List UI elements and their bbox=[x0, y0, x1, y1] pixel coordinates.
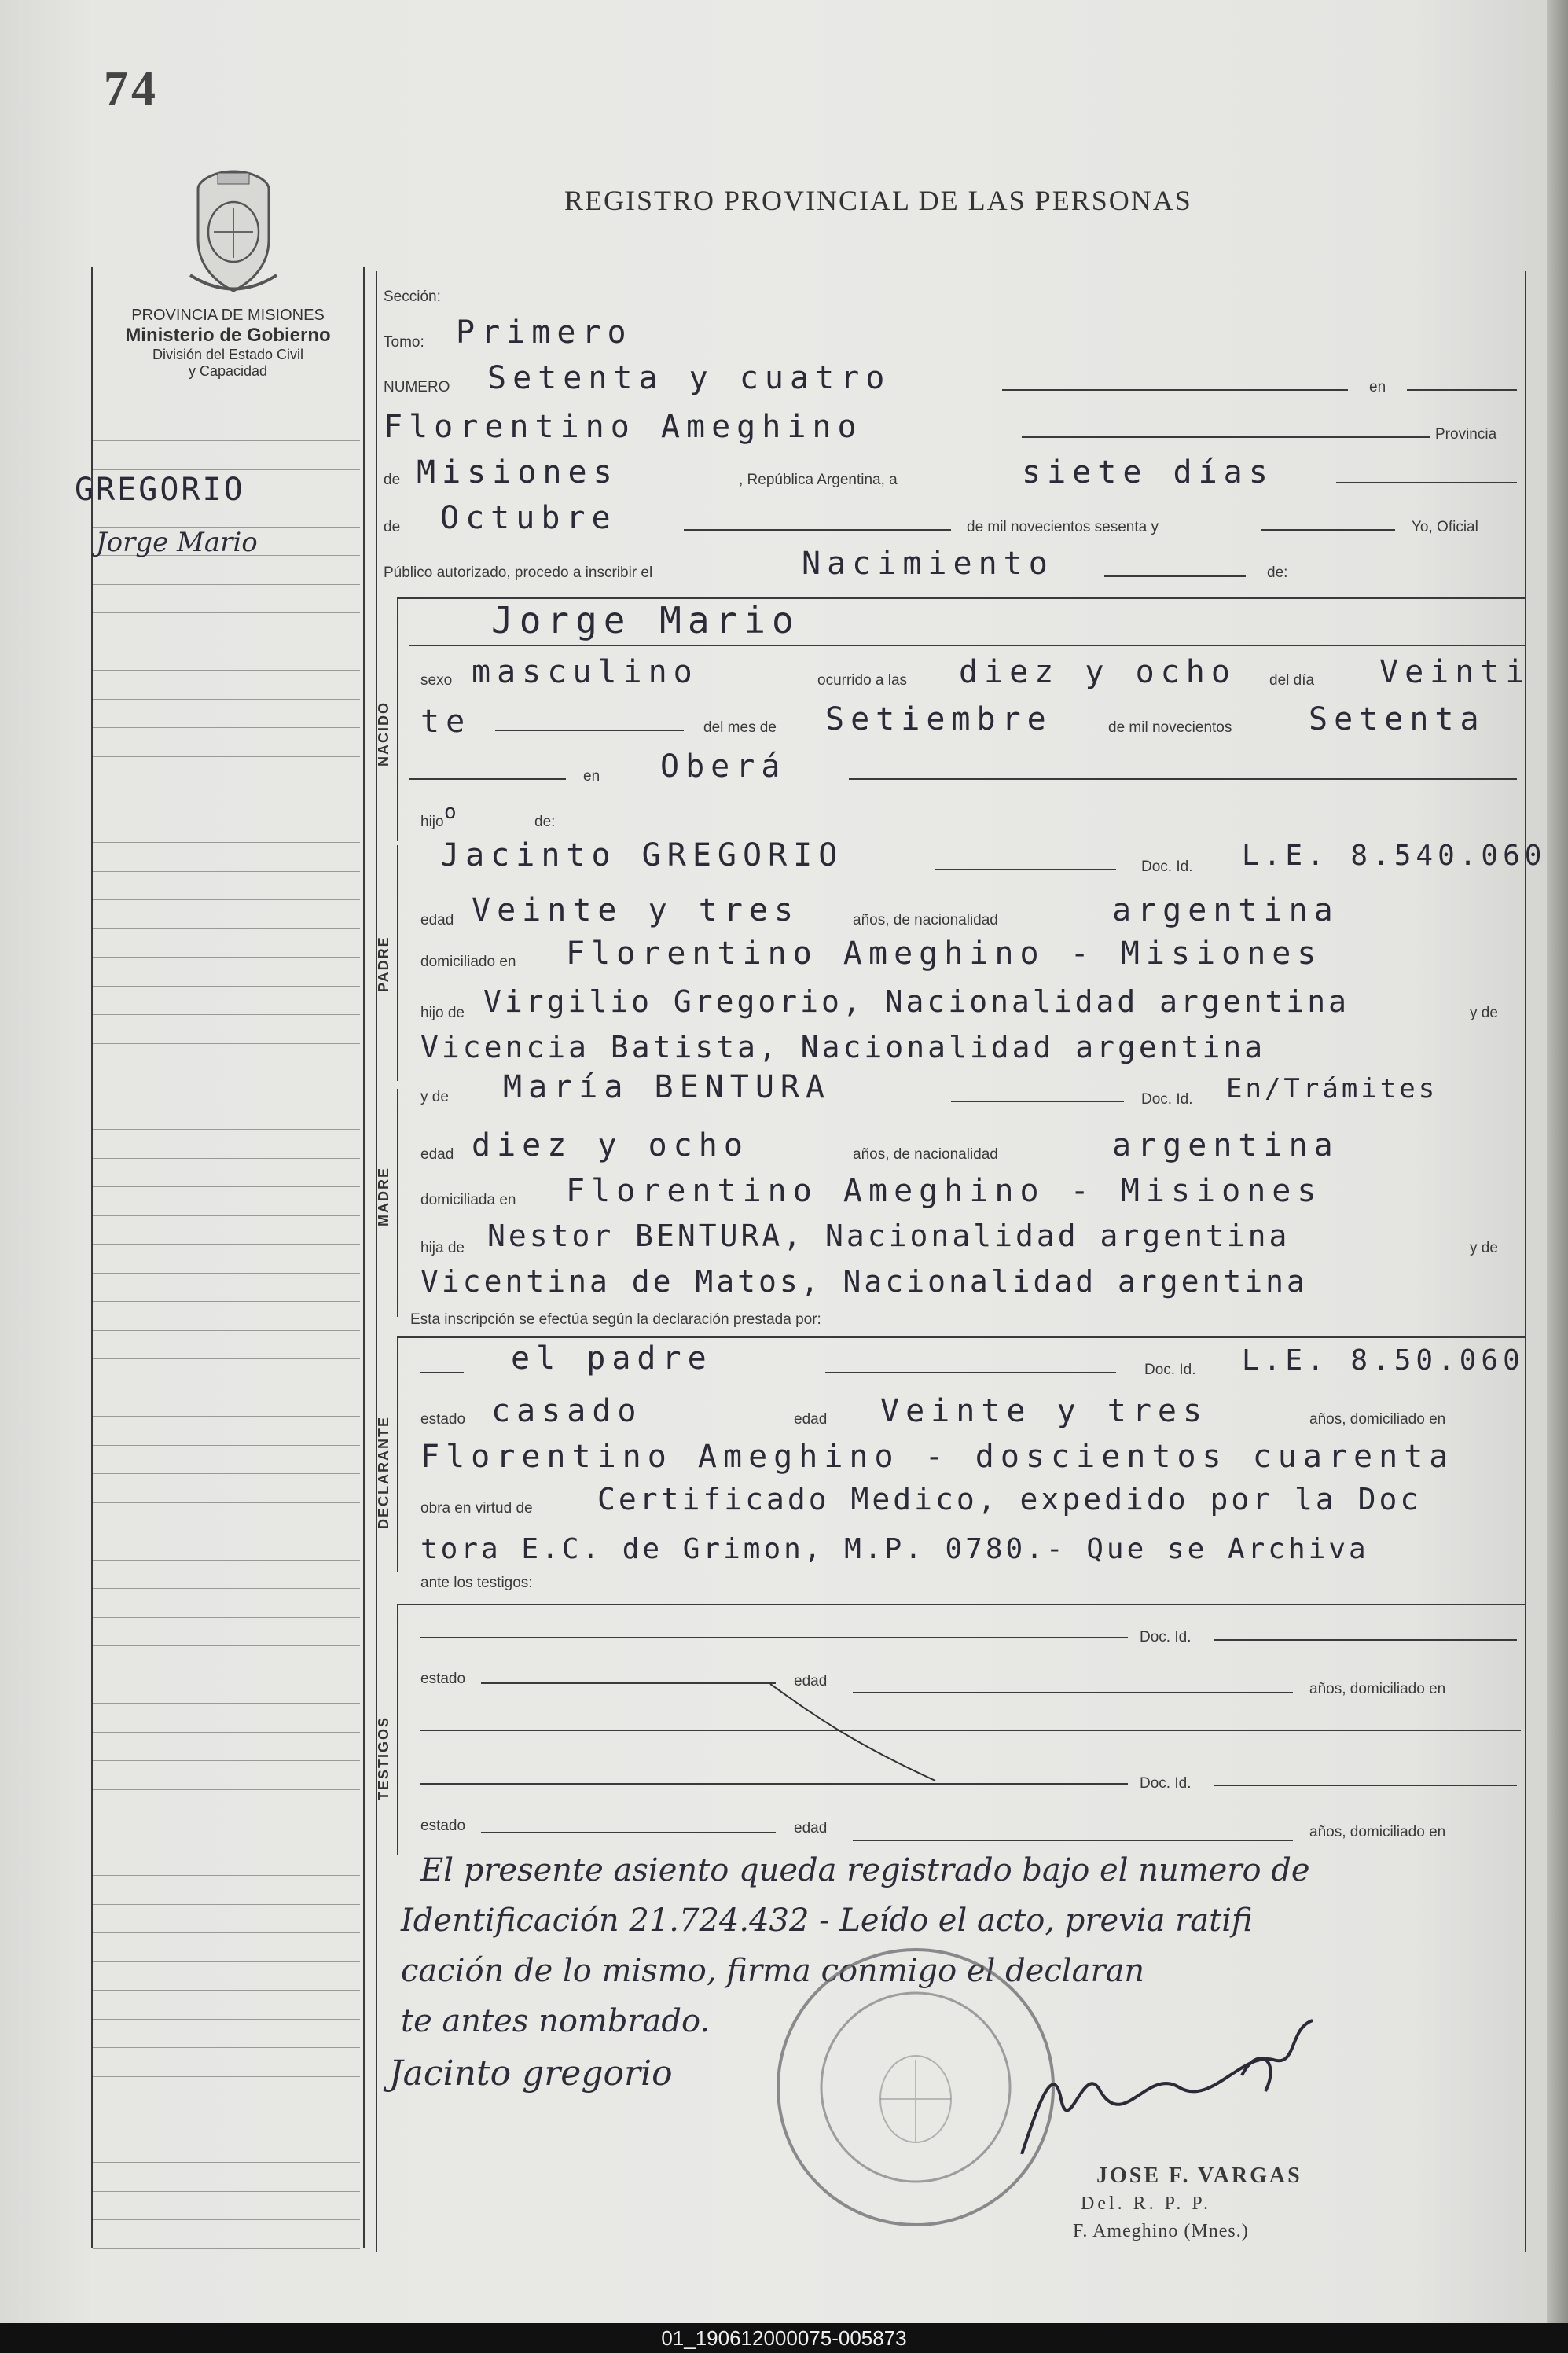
margin-rule bbox=[93, 1760, 360, 1761]
note-line-4: te antes nombrado. bbox=[401, 2003, 711, 2039]
footer-id: 01_190612000075-005873 bbox=[0, 2323, 1568, 2353]
label-de-colon: de: bbox=[1267, 564, 1288, 581]
header-title: REGISTRO PROVINCIAL DE LAS PERSONAS bbox=[564, 185, 1192, 216]
label-padre-domiciliado: domiciliado en bbox=[420, 954, 516, 970]
label-padre-doc: Doc. Id. bbox=[1141, 858, 1193, 875]
margin-rule bbox=[93, 612, 360, 613]
margin-rule bbox=[93, 957, 360, 958]
value-padre-dom: Florentino Ameghino - Misiones bbox=[566, 936, 1323, 972]
agency-block bbox=[94, 307, 362, 380]
label-testigo1-doc: Doc. Id. bbox=[1140, 1629, 1192, 1645]
label-testigo1-edad: edad bbox=[794, 1673, 828, 1689]
label-testigo2-edad: edad bbox=[794, 1820, 828, 1836]
value-tomo: Primero bbox=[456, 314, 633, 351]
value-madre-nac: argentina bbox=[1112, 1127, 1339, 1164]
margin-rule bbox=[93, 2191, 360, 2192]
value-provincia: Misiones bbox=[417, 454, 619, 491]
label-seccion: Sección: bbox=[384, 289, 441, 305]
margin-rule bbox=[93, 1473, 360, 1474]
margin-rule bbox=[93, 2162, 360, 2163]
value-padre-doc: L.E. 8.540.060 bbox=[1242, 840, 1547, 872]
label-madre-edad: edad bbox=[420, 1146, 454, 1163]
margin-rule bbox=[93, 584, 360, 585]
label-mil-sesenta: de mil novecientos sesenta y bbox=[967, 519, 1159, 535]
label-padre-y-de: y de bbox=[1470, 1005, 1498, 1021]
margin-rule bbox=[93, 1645, 360, 1646]
value-padre-edad: Veinte y tres bbox=[472, 892, 800, 928]
value-decl-dom: Florentino Ameghino - doscientos cuarenta bbox=[420, 1439, 1455, 1475]
value-padre-nombre: Jacinto GREGORIO bbox=[440, 837, 844, 873]
label-sexo: sexo bbox=[420, 672, 453, 689]
margin-left-border bbox=[91, 267, 93, 2248]
value-mes: Octubre bbox=[440, 500, 617, 536]
label-de2: de bbox=[384, 519, 401, 535]
official-name: JOSE F. VARGAS bbox=[1096, 2164, 1302, 2188]
value-numero: Setenta y cuatro bbox=[487, 360, 891, 396]
label-obra: obra en virtud de bbox=[420, 1500, 533, 1517]
value-nombre: Jorge Mario bbox=[491, 599, 800, 642]
value-obra-2: tora E.C. de Grimon, M.P. 0780.- Que se Archiva bbox=[420, 1533, 1369, 1565]
margin-rule bbox=[93, 1416, 360, 1417]
margin-rule bbox=[93, 842, 360, 843]
margin-rule bbox=[93, 1875, 360, 1876]
value-madre-edad: diez y ocho bbox=[472, 1127, 749, 1164]
margin-rule bbox=[93, 699, 360, 700]
section-testigos: TESTIGOS bbox=[376, 1715, 391, 1800]
margin-rule bbox=[93, 1358, 360, 1359]
label-decl-anos-domiciliado: años, domiciliado en bbox=[1309, 1411, 1446, 1428]
value-dia-a: Veinti bbox=[1379, 654, 1531, 690]
label-republica: , República Argentina, a bbox=[739, 472, 898, 488]
value-lugar: Florentino Ameghino bbox=[384, 409, 863, 445]
coat-of-arms-icon bbox=[174, 165, 292, 303]
label-del-mes: del mes de bbox=[703, 719, 777, 736]
agency-line3: División del Estado Civil bbox=[152, 347, 304, 362]
label-yo-oficial: Yo, Oficial bbox=[1412, 519, 1478, 535]
margin-rule bbox=[93, 670, 360, 671]
label-en: en bbox=[1369, 379, 1386, 395]
value-decl-estado: casado bbox=[491, 1393, 643, 1429]
label-decl-estado: estado bbox=[420, 1411, 466, 1428]
label-decl-doc: Doc. Id. bbox=[1144, 1362, 1196, 1378]
label-madre-y-de2: y de bbox=[1470, 1240, 1498, 1256]
official-title: Del. R. P. P. bbox=[1081, 2193, 1212, 2214]
label-padre-hijo-de: hijo de bbox=[420, 1005, 465, 1021]
value-decl-doc: L.E. 8.50.060 bbox=[1242, 1344, 1525, 1377]
declarant-signature: Jacinto gregorio bbox=[389, 2053, 673, 2094]
section-nacido: NACIDO bbox=[376, 701, 391, 767]
body-right-border bbox=[1525, 271, 1526, 2252]
label-provincia: Provincia bbox=[1435, 426, 1497, 443]
margin-rule bbox=[93, 1215, 360, 1216]
label-testigo2-estado: estado bbox=[420, 1818, 466, 1834]
label-testigo2-doc: Doc. Id. bbox=[1140, 1775, 1192, 1792]
label-ante-testigos: ante los testigos: bbox=[420, 1575, 533, 1591]
value-madre-dom: Florentino Ameghino - Misiones bbox=[566, 1173, 1323, 1209]
margin-rule bbox=[93, 1301, 360, 1302]
margin-rule bbox=[93, 1703, 360, 1704]
agency-line1: PROVINCIA DE MISIONES bbox=[131, 307, 325, 324]
margin-rule bbox=[93, 727, 360, 728]
note-line-1: El presente asiento queda registrado bajo el numero de bbox=[420, 1852, 1310, 1888]
margin-rule bbox=[93, 1158, 360, 1159]
margin-rule bbox=[93, 2019, 360, 2020]
margin-rule bbox=[93, 440, 360, 441]
value-obra-1: Certificado Medico, expedido por la Doc bbox=[597, 1482, 1422, 1517]
margin-rule bbox=[93, 1990, 360, 1991]
label-en-lugar: en bbox=[583, 768, 600, 785]
margin-rule bbox=[93, 1932, 360, 1933]
margin-rule bbox=[93, 928, 360, 929]
label-madre-y-de: y de bbox=[420, 1089, 449, 1105]
value-sexo: masculino bbox=[472, 654, 699, 690]
margin-right-border bbox=[363, 267, 365, 2248]
margin-rule bbox=[93, 871, 360, 872]
label-padre-nacionalidad: años, de nacionalidad bbox=[853, 912, 998, 928]
label-hijo: hijo bbox=[420, 814, 444, 830]
margin-rule bbox=[93, 1502, 360, 1503]
margin-rule bbox=[93, 986, 360, 987]
label-esta-inscripcion: Esta inscripción se efectúa según la declaración prestada por: bbox=[410, 1311, 821, 1328]
note-line-2: Identificación 21.724.432 - Leído el acto, previa ratifi bbox=[401, 1903, 1253, 1939]
label-de-colon2: de: bbox=[534, 814, 556, 830]
label-madre-hija-de: hija de bbox=[420, 1240, 465, 1256]
label-padre-edad: edad bbox=[420, 912, 454, 928]
margin-rule bbox=[93, 1043, 360, 1044]
margin-rule bbox=[93, 1330, 360, 1331]
section-declarante: DECLARANTE bbox=[376, 1416, 391, 1529]
label-testigo1-domiciliado: años, domiciliado en bbox=[1309, 1681, 1446, 1697]
value-mes-nac: Setiembre bbox=[825, 701, 1052, 737]
value-padre-madre: Vicencia Batista, Nacionalidad argentina bbox=[420, 1030, 1266, 1064]
label-ocurrido: ocurrido a las bbox=[817, 672, 908, 689]
value-dia-b: te bbox=[420, 704, 472, 740]
label-madre-nacionalidad: años, de nacionalidad bbox=[853, 1146, 998, 1163]
margin-rule bbox=[93, 1904, 360, 1905]
margin-rule bbox=[93, 1014, 360, 1015]
agency-line2: Ministerio de Gobierno bbox=[125, 325, 331, 346]
value-anio: Setenta bbox=[1309, 701, 1485, 737]
margin-rule bbox=[93, 2047, 360, 2048]
label-decl-edad: edad bbox=[794, 1411, 828, 1428]
label-testigo2-domiciliado: años, domiciliado en bbox=[1309, 1824, 1446, 1840]
value-madre-hija-de: Nestor BENTURA, Nacionalidad argentina bbox=[487, 1219, 1291, 1253]
value-madre-doc: En/Trámites bbox=[1226, 1073, 1438, 1105]
margin-rule bbox=[93, 469, 360, 470]
value-madre-nombre: María BENTURA bbox=[503, 1069, 832, 1105]
margin-given-name: Jorge Mario bbox=[96, 527, 258, 558]
margin-rule bbox=[93, 1560, 360, 1561]
value-hijo-o: o bbox=[444, 800, 463, 824]
margin-rule bbox=[93, 1961, 360, 1962]
value-madre-madre: Vicentina de Matos, Nacionalidad argentina bbox=[420, 1264, 1308, 1299]
label-publico: Público autorizado, procedo a inscribir el bbox=[384, 564, 653, 581]
margin-rule bbox=[93, 1186, 360, 1187]
value-padre-hijo-de: Virgilio Gregorio, Nacionalidad argentina bbox=[483, 984, 1350, 1019]
value-declarante: el padre bbox=[511, 1340, 713, 1377]
value-hora: diez y ocho bbox=[959, 654, 1236, 690]
cancel-stroke bbox=[755, 1682, 959, 1785]
value-fecha-dia: siete días bbox=[1022, 454, 1274, 491]
margin-rule bbox=[93, 1445, 360, 1446]
section-madre: MADRE bbox=[376, 1167, 391, 1226]
page-number: 74 bbox=[104, 62, 159, 116]
label-madre-doc: Doc. Id. bbox=[1141, 1091, 1193, 1108]
label-mil-novecientos: de mil novecientos bbox=[1108, 719, 1232, 736]
margin-rule bbox=[93, 1588, 360, 1589]
book-binding bbox=[1547, 0, 1568, 2323]
label-testigo1-estado: estado bbox=[420, 1671, 466, 1687]
value-padre-nac: argentina bbox=[1112, 892, 1339, 928]
margin-rule bbox=[93, 1732, 360, 1733]
margin-rule bbox=[93, 1617, 360, 1618]
margin-surname: GREGORIO bbox=[75, 472, 245, 508]
value-decl-edad: Veinte y tres bbox=[880, 1393, 1209, 1429]
label-de: de bbox=[384, 472, 401, 488]
label-del-dia: del día bbox=[1269, 672, 1315, 689]
margin-rule bbox=[93, 1244, 360, 1245]
margin-rule bbox=[93, 1129, 360, 1130]
margin-rule bbox=[93, 756, 360, 757]
official-place: F. Ameghino (Mnes.) bbox=[1073, 2221, 1249, 2241]
agency-line4: y Capacidad bbox=[188, 363, 268, 379]
value-acto: Nacimiento bbox=[802, 546, 1054, 582]
note-line-3: cación de lo mismo, firma conmigo el declaran bbox=[401, 1953, 1145, 1989]
margin-rule bbox=[93, 2248, 360, 2249]
section-padre: PADRE bbox=[376, 936, 391, 992]
margin-rule bbox=[93, 1789, 360, 1790]
label-numero: NUMERO bbox=[384, 379, 450, 395]
body-left-border bbox=[376, 271, 377, 2252]
margin-rule bbox=[93, 2219, 360, 2220]
margin-rule bbox=[93, 2076, 360, 2077]
label-tomo: Tomo: bbox=[384, 334, 424, 351]
official-signature-icon bbox=[1006, 2013, 1344, 2170]
value-lugar-nac: Oberá bbox=[660, 748, 787, 785]
margin-rule bbox=[93, 899, 360, 900]
label-madre-domiciliada: domiciliada en bbox=[420, 1192, 516, 1208]
margin-rule bbox=[93, 1273, 360, 1274]
